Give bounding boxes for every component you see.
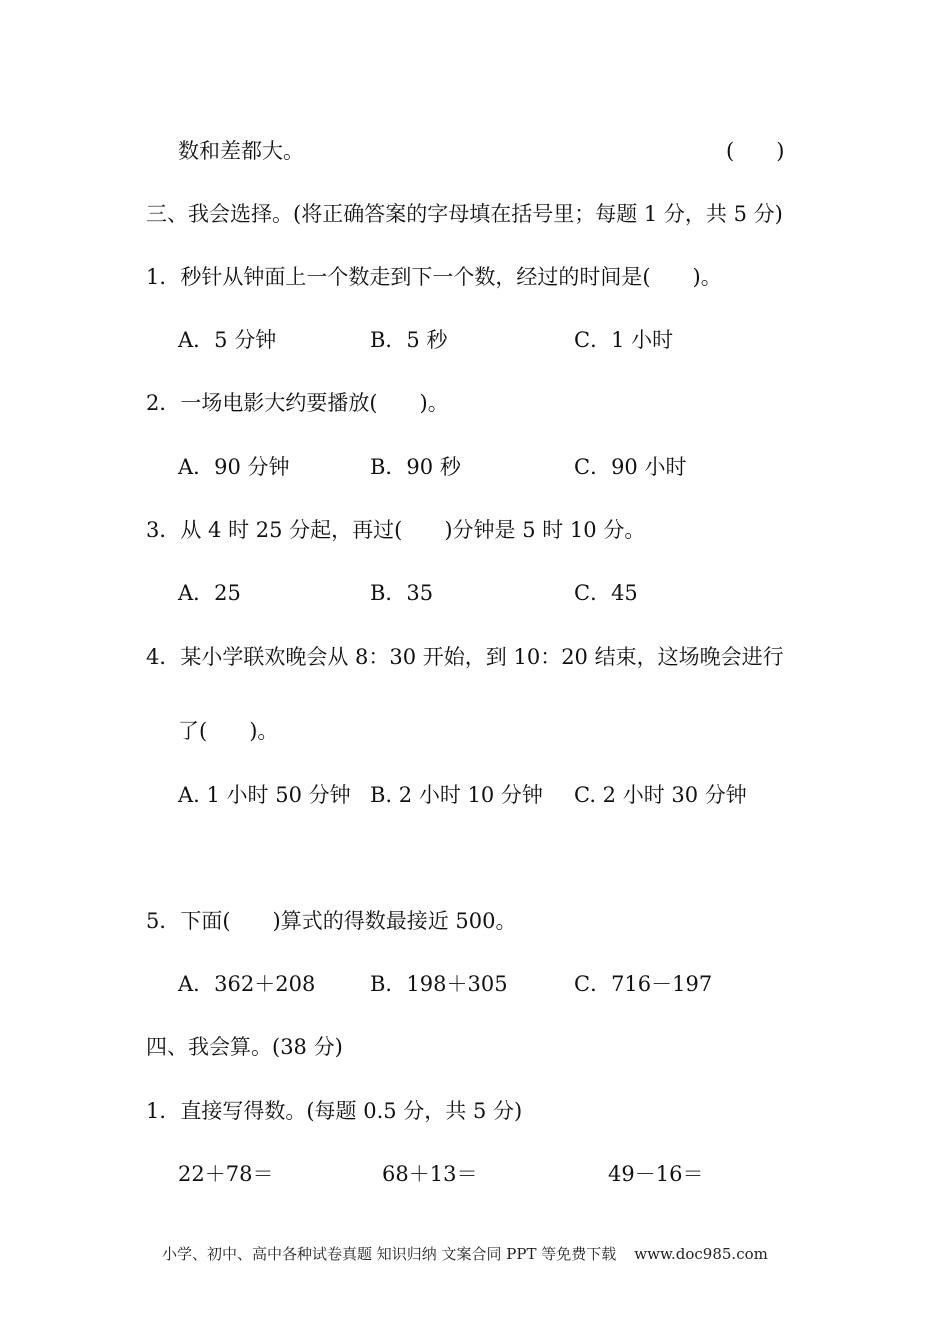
q3-option-b: B．35 <box>370 581 434 605</box>
section3-title: 三、我会选择。(将正确答案的字母填在括号里；每题 1 分，共 5 分) <box>146 202 783 226</box>
q4-option-b: B. 2 小时 10 分钟 <box>370 783 543 807</box>
q2-option-b: B．90 秒 <box>370 455 461 479</box>
calc-item-1: 22＋78＝ <box>178 1162 274 1186</box>
question-4-stem-cont: 了( )。 <box>178 719 279 743</box>
q5-option-b: B．198＋305 <box>370 972 508 996</box>
q4-option-c: C. 2 小时 30 分钟 <box>574 783 747 807</box>
question-4-stem: 4．某小学联欢晚会从 8：30 开始，到 10：20 结束，这场晚会进行 <box>146 645 784 669</box>
q3-option-a: A．25 <box>178 581 241 605</box>
prev-item-text: 数和差都大。 <box>178 139 304 163</box>
section4-sub1-title: 1．直接写得数。(每题 0.5 分，共 5 分) <box>146 1099 523 1123</box>
calc-item-2: 68＋13＝ <box>382 1162 478 1186</box>
q1-option-b: B．5 秒 <box>370 328 448 352</box>
calc-item-3: 49－16＝ <box>608 1162 704 1186</box>
q3-option-c: C．45 <box>574 581 638 605</box>
q5-option-a: A．362＋208 <box>178 972 316 996</box>
question-3-stem: 3．从 4 时 25 分起，再过( )分钟是 5 时 10 分。 <box>146 518 646 542</box>
q1-option-a: A．5 分钟 <box>178 328 277 352</box>
q2-option-c: C．90 小时 <box>574 455 687 479</box>
q4-option-a: A. 1 小时 50 分钟 <box>178 783 351 807</box>
question-1-stem: 1．秒针从钟面上一个数走到下一个数，经过的时间是( )。 <box>146 265 722 289</box>
page-footer <box>162 1243 768 1265</box>
q2-option-a: A．90 分钟 <box>178 455 290 479</box>
question-5-stem: 5．下面( )算式的得数最接近 500。 <box>146 909 517 933</box>
q1-option-c: C．1 小时 <box>574 328 674 352</box>
section4-title: 四、我会算。(38 分) <box>146 1035 343 1059</box>
footer-text: 小学、初中、高中各种试卷真题 知识归纳 文案合同 PPT 等免费下载 <box>162 1245 617 1263</box>
q5-option-c: C．716－197 <box>574 972 713 996</box>
footer-url: www.doc985.com <box>634 1245 768 1263</box>
answer-bracket: ( ) <box>726 139 785 163</box>
question-2-stem: 2．一场电影大约要播放( )。 <box>146 391 449 415</box>
